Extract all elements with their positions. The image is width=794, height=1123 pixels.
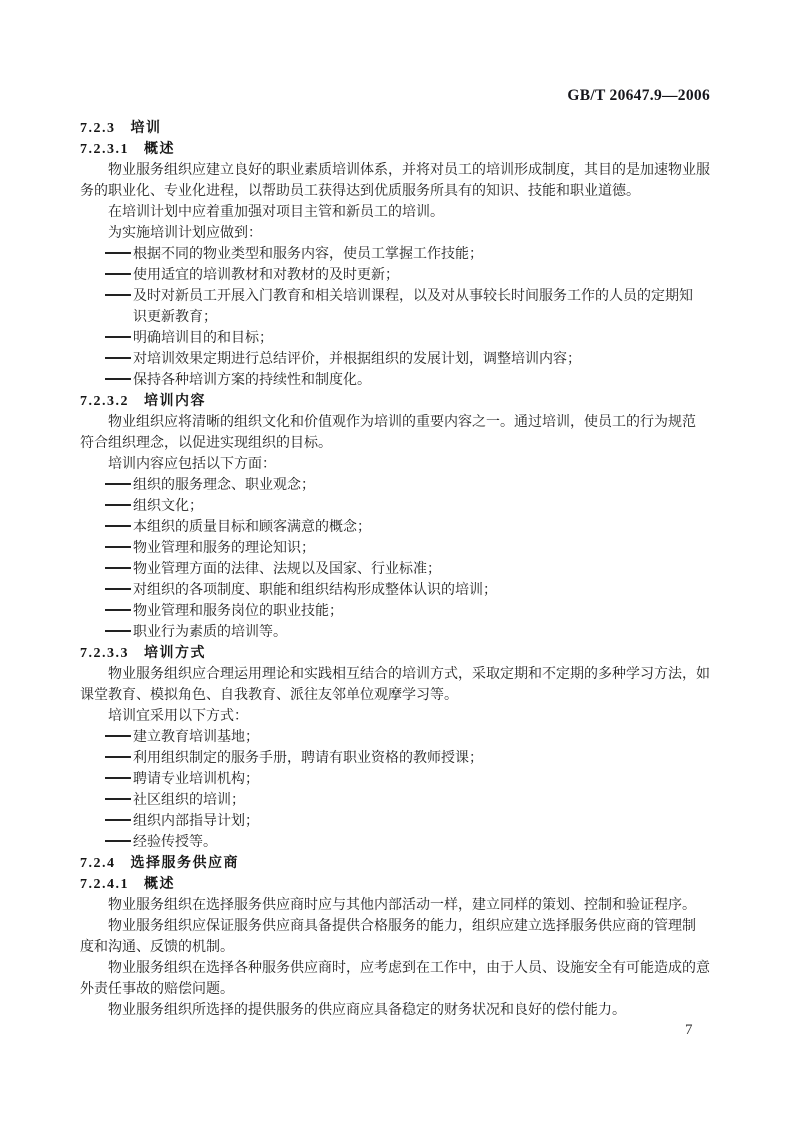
text-line: 物业管理方面的法律、法规以及国家、行业标准； xyxy=(80,559,720,580)
text-line: 及时对新员工开展入门教育和相关培训课程，以及对从事较长时间服务工作的人员的定期知 xyxy=(80,286,720,307)
em-dash-marker xyxy=(105,798,131,800)
text-line: 物业管理和服务岗位的职业技能； xyxy=(80,601,720,622)
text-line: 组织内部指导计划； xyxy=(80,811,720,832)
paragraph xyxy=(80,160,720,202)
paragraph xyxy=(80,664,720,706)
list-item xyxy=(80,790,720,811)
heading-number: 7.2.3.2 xyxy=(80,394,129,409)
text-line: 建立教育培训基地； xyxy=(80,727,720,748)
list-item xyxy=(80,811,720,832)
text-line: 符合组织理念，以促进实现组织的目标。 xyxy=(80,436,332,451)
text-line: 社区组织的培训； xyxy=(80,790,720,811)
list-item xyxy=(80,832,720,853)
page-number: 7 xyxy=(685,1022,693,1038)
heading-title: 培训内容 xyxy=(144,394,206,409)
em-dash-marker xyxy=(105,504,131,506)
heading-title: 概述 xyxy=(144,877,175,892)
em-dash-marker xyxy=(105,546,131,548)
paragraph xyxy=(80,916,720,958)
text-line: 使用适宜的培训教材和对教材的及时更新； xyxy=(80,265,720,286)
paragraph xyxy=(80,202,720,223)
list-item xyxy=(80,769,720,790)
paragraph xyxy=(80,412,720,454)
text-line: 物业管理和服务的理论知识； xyxy=(80,538,720,559)
em-dash-marker xyxy=(105,630,131,632)
text-line: 对组织的各项制度、职能和组织结构形成整体认识的培训； xyxy=(80,580,720,601)
text-line: 在培训计划中应着重加强对项目主管和新员工的培训。 xyxy=(108,205,444,220)
list-item xyxy=(80,517,720,538)
list-item xyxy=(80,622,720,643)
section-heading xyxy=(80,643,720,664)
text-line: 物业组织应将清晰的组织文化和价值观作为培训的重要内容之一。通过培训，使员工的行为规范 xyxy=(108,415,696,430)
em-dash-marker xyxy=(105,819,131,821)
em-dash-marker xyxy=(105,567,131,569)
text-line: 识更新教育； xyxy=(133,310,217,325)
list-item xyxy=(80,538,720,559)
paragraph xyxy=(80,895,720,916)
heading-number: 7.2.3.1 xyxy=(80,142,129,157)
text-line: 培训内容应包括以下方面： xyxy=(108,457,276,472)
list-item xyxy=(80,349,720,370)
text-line: 聘请专业培训机构； xyxy=(80,769,720,790)
em-dash-marker xyxy=(105,357,131,359)
text-line: 务的职业化、专业化进程，以帮助员工获得达到优质服务所具有的知识、技能和职业道德。 xyxy=(80,184,640,199)
paragraph xyxy=(80,1000,720,1021)
list-item xyxy=(80,580,720,601)
em-dash-marker xyxy=(105,756,131,758)
text-line: 保持各种培训方案的持续性和制度化。 xyxy=(80,370,720,391)
text-line: 课堂教育、模拟角色、自我教育、派往友邻单位观摩学习等。 xyxy=(80,688,458,703)
em-dash-marker xyxy=(105,273,131,275)
text-line: 培训宜采用以下方式： xyxy=(108,709,248,724)
list-item xyxy=(80,727,720,748)
em-dash-marker xyxy=(105,588,131,590)
list-item xyxy=(80,475,720,496)
list-item xyxy=(80,559,720,580)
text-line: 对培训效果定期进行总结评价，并根据组织的发展计划，调整培训内容； xyxy=(80,349,720,370)
list-item xyxy=(80,328,720,349)
text-line: 度和沟通、反馈的机制。 xyxy=(80,940,234,955)
em-dash-marker xyxy=(105,294,131,296)
paragraph xyxy=(80,958,720,1000)
section-heading xyxy=(80,118,720,139)
text-line: 利用组织制定的服务手册，聘请有职业资格的教师授课； xyxy=(80,748,720,769)
text-line: 物业服务组织应保证服务供应商具备提供合格服务的能力，组织应建立选择服务供应商的管理制 xyxy=(108,919,696,934)
text-line: 组织的服务理念、职业观念； xyxy=(80,475,720,496)
em-dash-marker xyxy=(105,735,131,737)
text-line: 物业服务组织在选择各种服务供应商时，应考虑到在工作中，由于人员、设施安全有可能造成的意 xyxy=(108,961,710,976)
text-line: 物业服务组织所选择的提供服务的供应商应具备稳定的财务状况和良好的偿付能力。 xyxy=(108,1003,626,1018)
list-item xyxy=(80,286,720,328)
text-line: 本组织的质量目标和顾客满意的概念； xyxy=(80,517,720,538)
heading-number: 7.2.4.1 xyxy=(80,877,129,892)
heading-title: 选择服务供应商 xyxy=(130,856,239,871)
list-item xyxy=(80,601,720,622)
list-item xyxy=(80,244,720,265)
standard-number-header: GB/T 20647.9—2006 xyxy=(567,87,710,104)
paragraph xyxy=(80,223,720,244)
section-heading xyxy=(80,853,720,874)
em-dash-marker xyxy=(105,609,131,611)
text-line: 物业服务组织应建立良好的职业素质培训体系，并将对员工的培训形成制度，其目的是加速物业服 xyxy=(108,163,710,178)
text-line: 组织文化； xyxy=(80,496,720,517)
text-line: 物业服务组织在选择服务供应商时应与其他内部活动一样，建立同样的策划、控制和验证程序。 xyxy=(108,898,696,913)
text-line: 物业服务组织应合理运用理论和实践相互结合的培训方式，采取定期和不定期的多种学习方法，如 xyxy=(108,667,710,682)
paragraph xyxy=(80,706,720,727)
em-dash-marker xyxy=(105,777,131,779)
paragraph xyxy=(80,454,720,475)
em-dash-marker xyxy=(105,483,131,485)
section-heading xyxy=(80,139,720,160)
document-body xyxy=(80,118,720,1021)
heading-number: 7.2.3.3 xyxy=(80,646,129,661)
heading-title: 培训方式 xyxy=(144,646,206,661)
section-heading xyxy=(80,874,720,895)
text-line: 经验传授等。 xyxy=(80,832,720,853)
text-line: 职业行为素质的培训等。 xyxy=(80,622,720,643)
list-item xyxy=(80,370,720,391)
text-line: 外责任事故的赔偿问题。 xyxy=(80,982,234,997)
em-dash-marker xyxy=(105,336,131,338)
em-dash-marker xyxy=(105,378,131,380)
em-dash-marker xyxy=(105,840,131,842)
em-dash-marker xyxy=(105,252,131,254)
heading-number: 7.2.4 xyxy=(80,856,116,871)
section-heading xyxy=(80,391,720,412)
text-line: 为实施培训计划应做到： xyxy=(108,226,262,241)
heading-title: 培训 xyxy=(130,121,162,136)
list-item xyxy=(80,265,720,286)
heading-number: 7.2.3 xyxy=(80,121,116,136)
text-line: 明确培训目的和目标； xyxy=(80,328,720,349)
list-item xyxy=(80,748,720,769)
em-dash-marker xyxy=(105,525,131,527)
heading-title: 概述 xyxy=(144,142,175,157)
list-item xyxy=(80,496,720,517)
text-line: 根据不同的物业类型和服务内容，使员工掌握工作技能； xyxy=(80,244,720,265)
